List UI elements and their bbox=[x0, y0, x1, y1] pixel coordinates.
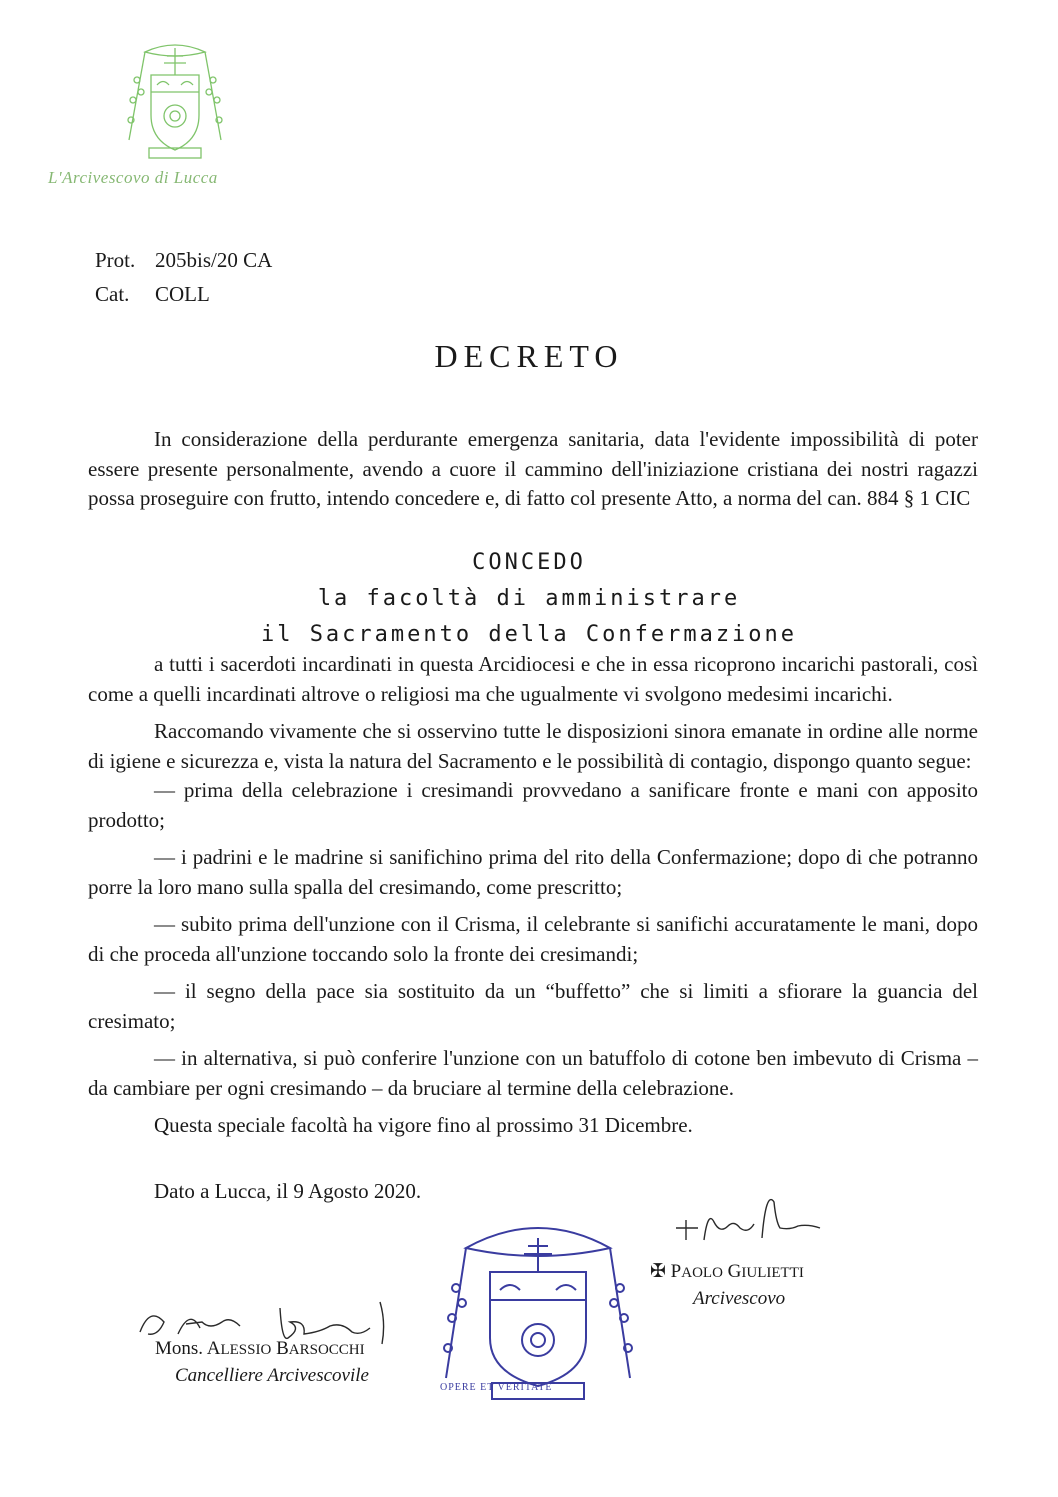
cat-label: Cat. bbox=[95, 282, 130, 306]
archiepiscopal-coat-of-arms-icon bbox=[115, 30, 235, 160]
grant-line-facolta: la facoltà di amministrare bbox=[317, 586, 741, 611]
archbishop-role: Arcivescovo bbox=[693, 1288, 786, 1309]
date-line: Dato a Lucca, il 9 Agosto 2020. bbox=[154, 1179, 422, 1203]
cat-value: COLL bbox=[155, 282, 210, 306]
archbishop-handwritten-signature-icon bbox=[668, 1182, 828, 1262]
protocol-block bbox=[95, 243, 272, 311]
chancellor-name: Mons. ALESSIO BARSOCCHI bbox=[155, 1338, 365, 1359]
chancellor-role: Cancelliere Arcivescovile bbox=[175, 1365, 369, 1386]
archbishop-cross: ✠ bbox=[650, 1261, 666, 1282]
provision-item: — il segno della pace sia sostituito da un “buffetto” che si limiti a sfiorare la guancia del cresimato; bbox=[88, 979, 978, 1033]
prot-label: Prot. bbox=[95, 248, 136, 272]
provision-item: — in alternativa, si può conferire l'unzione con un batuffolo di cotone ben imbevuto di Crisma – da cambiare per ogni cresimando – da bruciare al termine della celebrazione. bbox=[88, 1046, 978, 1100]
provision-item: — subito prima dell'unzione con il Crisma, il celebrante si sanifichi accuratamente le mani, dopo di che proceda all'unzione toccando solo la fronte dei cresimandi; bbox=[88, 912, 978, 966]
intro-paragraph-block bbox=[88, 425, 978, 514]
archbishop-seal-stamp-icon bbox=[408, 1168, 668, 1418]
archbishop-name: ✠ PAOLO GIULIETTI bbox=[650, 1261, 804, 1282]
grant-line-sacramento: il Sacramento della Confermazione bbox=[260, 622, 798, 647]
paragraph-recommendation: Raccomando vivamente che si osservino tutte le disposizioni sinora emanate in ordine alle norme di igiene e sicurezza e, vista la natura del Sacramento e le possibilità di contagio, dispongo quanto segue: bbox=[88, 719, 978, 773]
validity-paragraph: Questa speciale facoltà ha vigore fino al prossimo 31 Dicembre. bbox=[154, 1113, 693, 1137]
decree-body bbox=[88, 650, 978, 1141]
grant-heading bbox=[0, 545, 1058, 653]
seal-motto: OPERE ET VERITATE bbox=[440, 1382, 553, 1393]
prot-value: 205bis/20 CA bbox=[155, 248, 273, 272]
decree-title: DECRETO bbox=[434, 338, 624, 374]
paragraph-recipients: a tutti i sacerdoti incardinati in questa Arcidiocesi e che in essa ricoprono incarichi pastorali, così come a quelli incardinati altrove o religiosi ma che ugualmente vi svolgono medesimi incarichi. bbox=[88, 652, 978, 706]
letterhead-title: L'Arcivescovo di Lucca bbox=[48, 168, 218, 187]
intro-paragraph: In considerazione della perdurante emergenza sanitaria, data l'evidente impossibilità di poter essere presente personalmente, avendo a cuore il cammino dell'iniziazione cristiana dei nostri ragazzi possa proseguire con frutto, intendo concedere e, di fatto col presente Atto, a norma del can. 884 § 1 CIC bbox=[88, 427, 978, 510]
grant-line-concedo: CONCEDO bbox=[472, 550, 586, 575]
letterhead bbox=[20, 30, 280, 200]
provision-item: — prima della celebrazione i cresimandi provvedano a sanificare fronte e mani con apposito prodotto; bbox=[88, 778, 978, 832]
provision-item: — i padrini e le madrine si sanifichino prima del rito della Confermazione; dopo di che potranno porre la loro mano sulla spalla del cresimando, come prescritto; bbox=[88, 845, 978, 899]
